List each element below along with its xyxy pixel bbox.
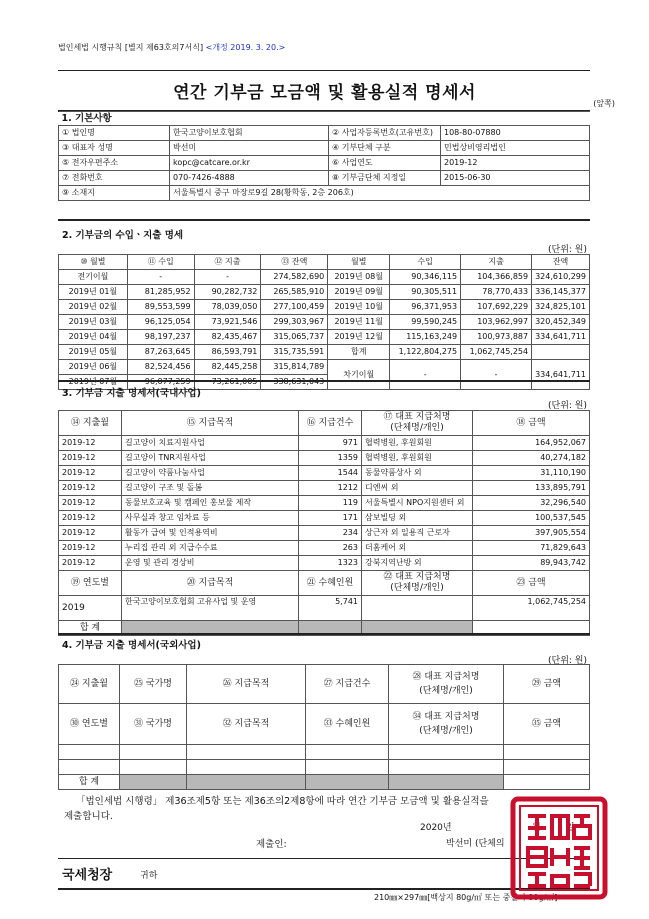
cell: 2019년 11월 [328,315,390,330]
col-amount: ㉙ 금액 [504,665,590,704]
table-row [59,186,590,201]
value-org-type: 민법상비영리법인 [441,141,590,156]
cell: 운영 및 관리 경상비 [122,556,299,571]
cell: 87,263,645 [127,345,194,360]
submitter-label: 제출인: [256,839,287,850]
cell: 82,445,258 [194,360,261,375]
cell: 동물약품상사 외 [362,466,473,481]
cell: 동물보호교육 및 캠페인 홍보물 제작 [122,496,299,511]
col-purpose-2: ⑳ 지급목적 [122,571,299,596]
cell: 2019-12 [59,526,122,541]
cell: 2019 [59,596,122,621]
table-row [59,141,590,156]
cell [532,345,590,360]
cell: 2019년 03월 [59,315,128,330]
total-expense: 1,062,745,254 [461,345,532,360]
value-designation-date: 2015-06-30 [441,171,590,186]
carry-label: 차기이월 [328,360,390,390]
cell: 274,582,690 [261,270,328,285]
carry-expense: - [461,360,532,390]
col-count: ㉗ 지급건수 [306,665,389,704]
submit-month: 월 [532,823,541,833]
organization-seal-icon [510,796,608,900]
label-fiscal-year: ⑥ 사업연도 [329,156,441,171]
statement-line-1: 「법인세법 시행령」 제36조제5항 또는 제36조의2제8항에 따라 연간 기부금 모금액 및 활용실적을 [76,796,489,807]
table-header-row [59,665,590,704]
cell: 2019년 02월 [59,300,128,315]
cell: 96,371,953 [390,300,461,315]
col-month: ⑩ 월별 [59,255,128,270]
cell: 397,905,554 [473,526,590,541]
value-rep-name: 박선미 [170,141,329,156]
cell: 전기이월 [59,270,128,285]
cell: 1544 [299,466,362,481]
table-row [59,330,590,345]
cell: 119 [299,496,362,511]
section2-rule [58,219,590,221]
cell [59,760,120,775]
income-expense-table [58,254,590,390]
cell: 디엔씨 외 [362,481,473,496]
cell: 누리집 관리 외 지급수수료 [122,541,299,556]
col-purpose: ⑮ 지급목적 [122,411,299,436]
cell: 99,590,245 [390,315,461,330]
table-row [59,285,590,300]
form-ref-text: 법인세법 시행규칙 [별지 제63호의7서식] [58,43,204,52]
cell: 164,952,067 [473,436,590,451]
cell [187,760,306,775]
cell [389,775,504,790]
cell: 78,039,050 [194,300,261,315]
header-text: (단체명/개인) [419,726,473,736]
cell: 89,943,742 [473,556,590,571]
cell: 서울특별시 NPO지원센터 외 [362,496,473,511]
col-amount: ⑱ 금액 [473,411,590,436]
table-row [59,466,590,481]
cell [261,375,328,390]
header-text: ㉞ 대표 지급처명 [412,711,480,722]
cell: 31,110,190 [473,466,590,481]
cell: 107,692,229 [461,300,532,315]
cell: 133,895,791 [473,481,590,496]
table-row [59,156,590,171]
table-header-row [59,411,590,436]
cell [194,375,261,390]
col-income: ⑪ 수입 [127,255,194,270]
cell: 115,163,249 [390,330,461,345]
cell: 320,452,349 [532,315,590,330]
header-text: (단체명/개인) [390,423,444,433]
domestic-section-title: 3. 기부금 지출 명세서(국내사업) [62,388,201,399]
cell: 길고양이 약품나눔사업 [122,466,299,481]
cell [120,745,187,760]
table-header-row [59,255,590,270]
cell: 삼보빌딩 외 [362,511,473,526]
label-phone: ⑦ 전화번호 [59,171,170,186]
label-org-type: ④ 기부단체 구분 [329,141,441,156]
cell: 315,814,789 [261,360,328,375]
header-text: ⑰ 대표 지급처명 [383,412,451,423]
cell: 971 [299,436,362,451]
cell: 상근자 외 일용직 근로자 [362,526,473,541]
value-corp-name: 한국고양이보호협회 [170,126,329,141]
cell: 334,641,711 [532,330,590,345]
col-balance-2: 잔액 [532,255,590,270]
cell: 315,065,737 [261,330,328,345]
cell: 2019-12 [59,541,122,556]
total-label: 합 계 [59,775,120,790]
cell: 길고양이 치료지원사업 [122,436,299,451]
cell [362,596,473,621]
recipient: 국세청장 [62,868,113,883]
total-label: 합 계 [59,621,122,636]
cell: 73,921,546 [194,315,261,330]
cell: 100,537,545 [473,511,590,526]
total-label: 합계 [328,345,390,360]
front-side-label: (앞쪽) [593,99,615,108]
label-email: ⑤ 전자우편주소 [59,156,170,171]
submit-year: 2020년 [420,823,452,833]
header-text: ㉒ 대표 지급처명 [383,572,451,583]
label-corp-name: ① 법인명 [59,126,170,141]
table-row [59,481,590,496]
cell: 2019년 12월 [328,330,390,345]
cell: 86,593,791 [194,345,261,360]
value-biz-no: 108-80-07880 [441,126,590,141]
label-designation-date: ⑧ 기부금단체 지정일 [329,171,441,186]
cell: 265,585,910 [261,285,328,300]
cell: 71,829,643 [473,541,590,556]
value-fiscal-year: 2019-12 [441,156,590,171]
cell [59,745,120,760]
cell [120,760,187,775]
table-row [59,496,590,511]
overseas-table [58,664,590,790]
table-row [59,360,590,375]
cell: 2019년 04월 [59,330,128,345]
col-income-2: 수입 [390,255,461,270]
col-beneficiaries: ㉝ 수혜인원 [306,704,389,745]
cell [306,760,389,775]
cell: 78,770,433 [461,285,532,300]
cell: 32,296,540 [473,496,590,511]
cell [389,745,504,760]
cell: 2019-12 [59,451,122,466]
cell: 2019년 09월 [328,285,390,300]
header-text: (단체명/개인) [390,583,444,593]
label-biz-no: ② 사업자등록번호(고유번호) [329,126,441,141]
table-row [59,270,590,285]
cell: 100,973,887 [461,330,532,345]
cell: 1212 [299,481,362,496]
col-balance: ⑬ 잔액 [261,255,328,270]
section4-rule [58,633,590,635]
overseas-unit: (단위: 원) [548,656,587,666]
cell: 263 [299,541,362,556]
total-row [59,775,590,790]
revision-link[interactable]: <개정 2019. 3. 20.> [205,43,286,52]
cell: 40,274,182 [473,451,590,466]
cell: 협력병원, 후원회원 [362,451,473,466]
table-row [59,541,590,556]
value-phone: 070-7426-4888 [170,171,329,186]
cell [504,760,590,775]
cell: 277,100,459 [261,300,328,315]
cell: 2019-12 [59,466,122,481]
label-address: ⑨ 소재지 [59,186,170,201]
cell [504,775,590,790]
cell [120,775,187,790]
label-rep-name: ③ 대표자 성명 [59,141,170,156]
cell: 299,303,967 [261,315,328,330]
col-beneficiaries: ㉑ 수혜인원 [299,571,362,596]
col-recipient-2 [389,704,504,745]
submitter-name: 박선미 (단체의 [446,839,505,849]
col-year: ⑲ 연도별 [59,571,122,596]
cell: 315,735,591 [261,345,328,360]
cell: 90,282,732 [194,285,261,300]
cell [504,745,590,760]
cell: - [127,270,194,285]
table-row [59,745,590,760]
col-month-2: 월별 [328,255,390,270]
table-row [59,451,590,466]
value-address: 서울특별시 중구 마장로9길 28(황학동, 2층 206호) [170,186,590,201]
cell: 2019년 06월 [59,360,128,375]
section3-rule [58,380,590,382]
col-country-2: ㉛ 국가명 [120,704,187,745]
cell: 324,825,101 [532,300,590,315]
table-row [59,315,590,330]
cell: 협력병원, 후원회원 [362,436,473,451]
cell: 324,610,299 [532,270,590,285]
domestic-table [58,410,590,636]
overseas-section-title: 4. 기부금 지출 명세서(국외사업) [62,640,201,651]
cell: 2019년 08월 [328,270,390,285]
cell: 96,125,054 [127,315,194,330]
col-expense: ⑫ 지출 [194,255,261,270]
income-unit: (단위: 원) [548,245,587,255]
cell: 2019년 01월 [59,285,128,300]
cell: 한국고양이보호협회 고유사업 및 운영 [122,596,299,621]
total-income: 1,122,804,275 [390,345,461,360]
header-text: ㉘ 대표 지급처명 [412,671,480,682]
header-text: (단체명/개인) [419,686,473,696]
col-expense-month: ⑭ 지출월 [59,411,122,436]
cell: 2019-12 [59,496,122,511]
form-reference [58,42,285,53]
cell: 82,435,467 [194,330,261,345]
cell [306,745,389,760]
col-count: ⑯ 지급건수 [299,411,362,436]
table-row [59,511,590,526]
page-title: 연간 기부금 모금액 및 활용실적 명세서 [173,83,476,103]
col-amount-2: ㉓ 금액 [473,571,590,596]
table-row [59,526,590,541]
col-recipient [389,665,504,704]
income-section-title: 2. 기부금의 수입ㆍ지출 명세 [62,230,184,241]
value-email: kopc@catcare.or.kr [170,156,329,171]
col-year: ㉚ 연도별 [59,704,120,745]
col-purpose-2: ㉜ 지급목적 [187,704,306,745]
cell: 1,062,745,254 [473,596,590,621]
table-row [59,345,590,360]
statement-line-2: 제출합니다. [64,811,113,822]
cell: - [194,270,261,285]
carry-income: - [390,360,461,390]
cell: 89,553,599 [127,300,194,315]
cell: 2019년 10월 [328,300,390,315]
cell: 81,285,952 [127,285,194,300]
cell: 82,524,456 [127,360,194,375]
cell: 98,197,237 [127,330,194,345]
cell: 2019-12 [59,481,122,496]
table-row [59,760,590,775]
cell [389,760,504,775]
top-rule [58,70,590,71]
cell: 336,145,377 [532,285,590,300]
submit-day: 일 [566,823,575,833]
col-expense-2: 지출 [461,255,532,270]
cell: 2019년 05월 [59,345,128,360]
cell: 1359 [299,451,362,466]
cell: 사무실과 창고 임차료 등 [122,511,299,526]
cell: 171 [299,511,362,526]
recipient-suffix: 귀하 [140,871,158,881]
col-recipient [362,411,473,436]
cell: 활동가 급여 및 인적용역비 [122,526,299,541]
basic-section-title: 1. 기본사항 [59,112,590,126]
col-amount-2: ㉟ 금액 [504,704,590,745]
cell: 5,741 [299,596,362,621]
col-purpose: ㉖ 지급목적 [187,665,306,704]
cell: 1323 [299,556,362,571]
cell: 90,346,115 [390,270,461,285]
cell [306,775,389,790]
table-row [59,556,590,571]
table-row [59,436,590,451]
table-header-row [59,571,590,596]
basic-info-table [58,111,590,201]
cell: 2019-12 [59,511,122,526]
table-row [59,300,590,315]
col-expense-month: ㉔ 지출월 [59,665,120,704]
cell [187,775,306,790]
col-country: ㉕ 국가명 [120,665,187,704]
cell: 2019-12 [59,436,122,451]
cell: 길고양이 TNR지원사업 [122,451,299,466]
table-row [59,126,590,141]
cell: 강북지역난방 외 [362,556,473,571]
cell: 2019-12 [59,556,122,571]
domestic-unit: (단위: 원) [548,401,587,411]
cell: 234 [299,526,362,541]
cell: 103,962,997 [461,315,532,330]
carry-balance: 334,641,711 [532,360,590,390]
table-row [59,171,590,186]
table-row [59,596,590,621]
cell: 길고양이 구조 및 돌봄 [122,481,299,496]
cell: 90,305,511 [390,285,461,300]
cell [187,745,306,760]
col-recipient-2 [362,571,473,596]
cell: 104,366,859 [461,270,532,285]
paper-spec: 210㎜×297㎜[백상지 80g/㎡ 또는 중질지 80g/㎡] [374,893,558,902]
cell: 더홈케어 외 [362,541,473,556]
table-header-row [59,704,590,745]
